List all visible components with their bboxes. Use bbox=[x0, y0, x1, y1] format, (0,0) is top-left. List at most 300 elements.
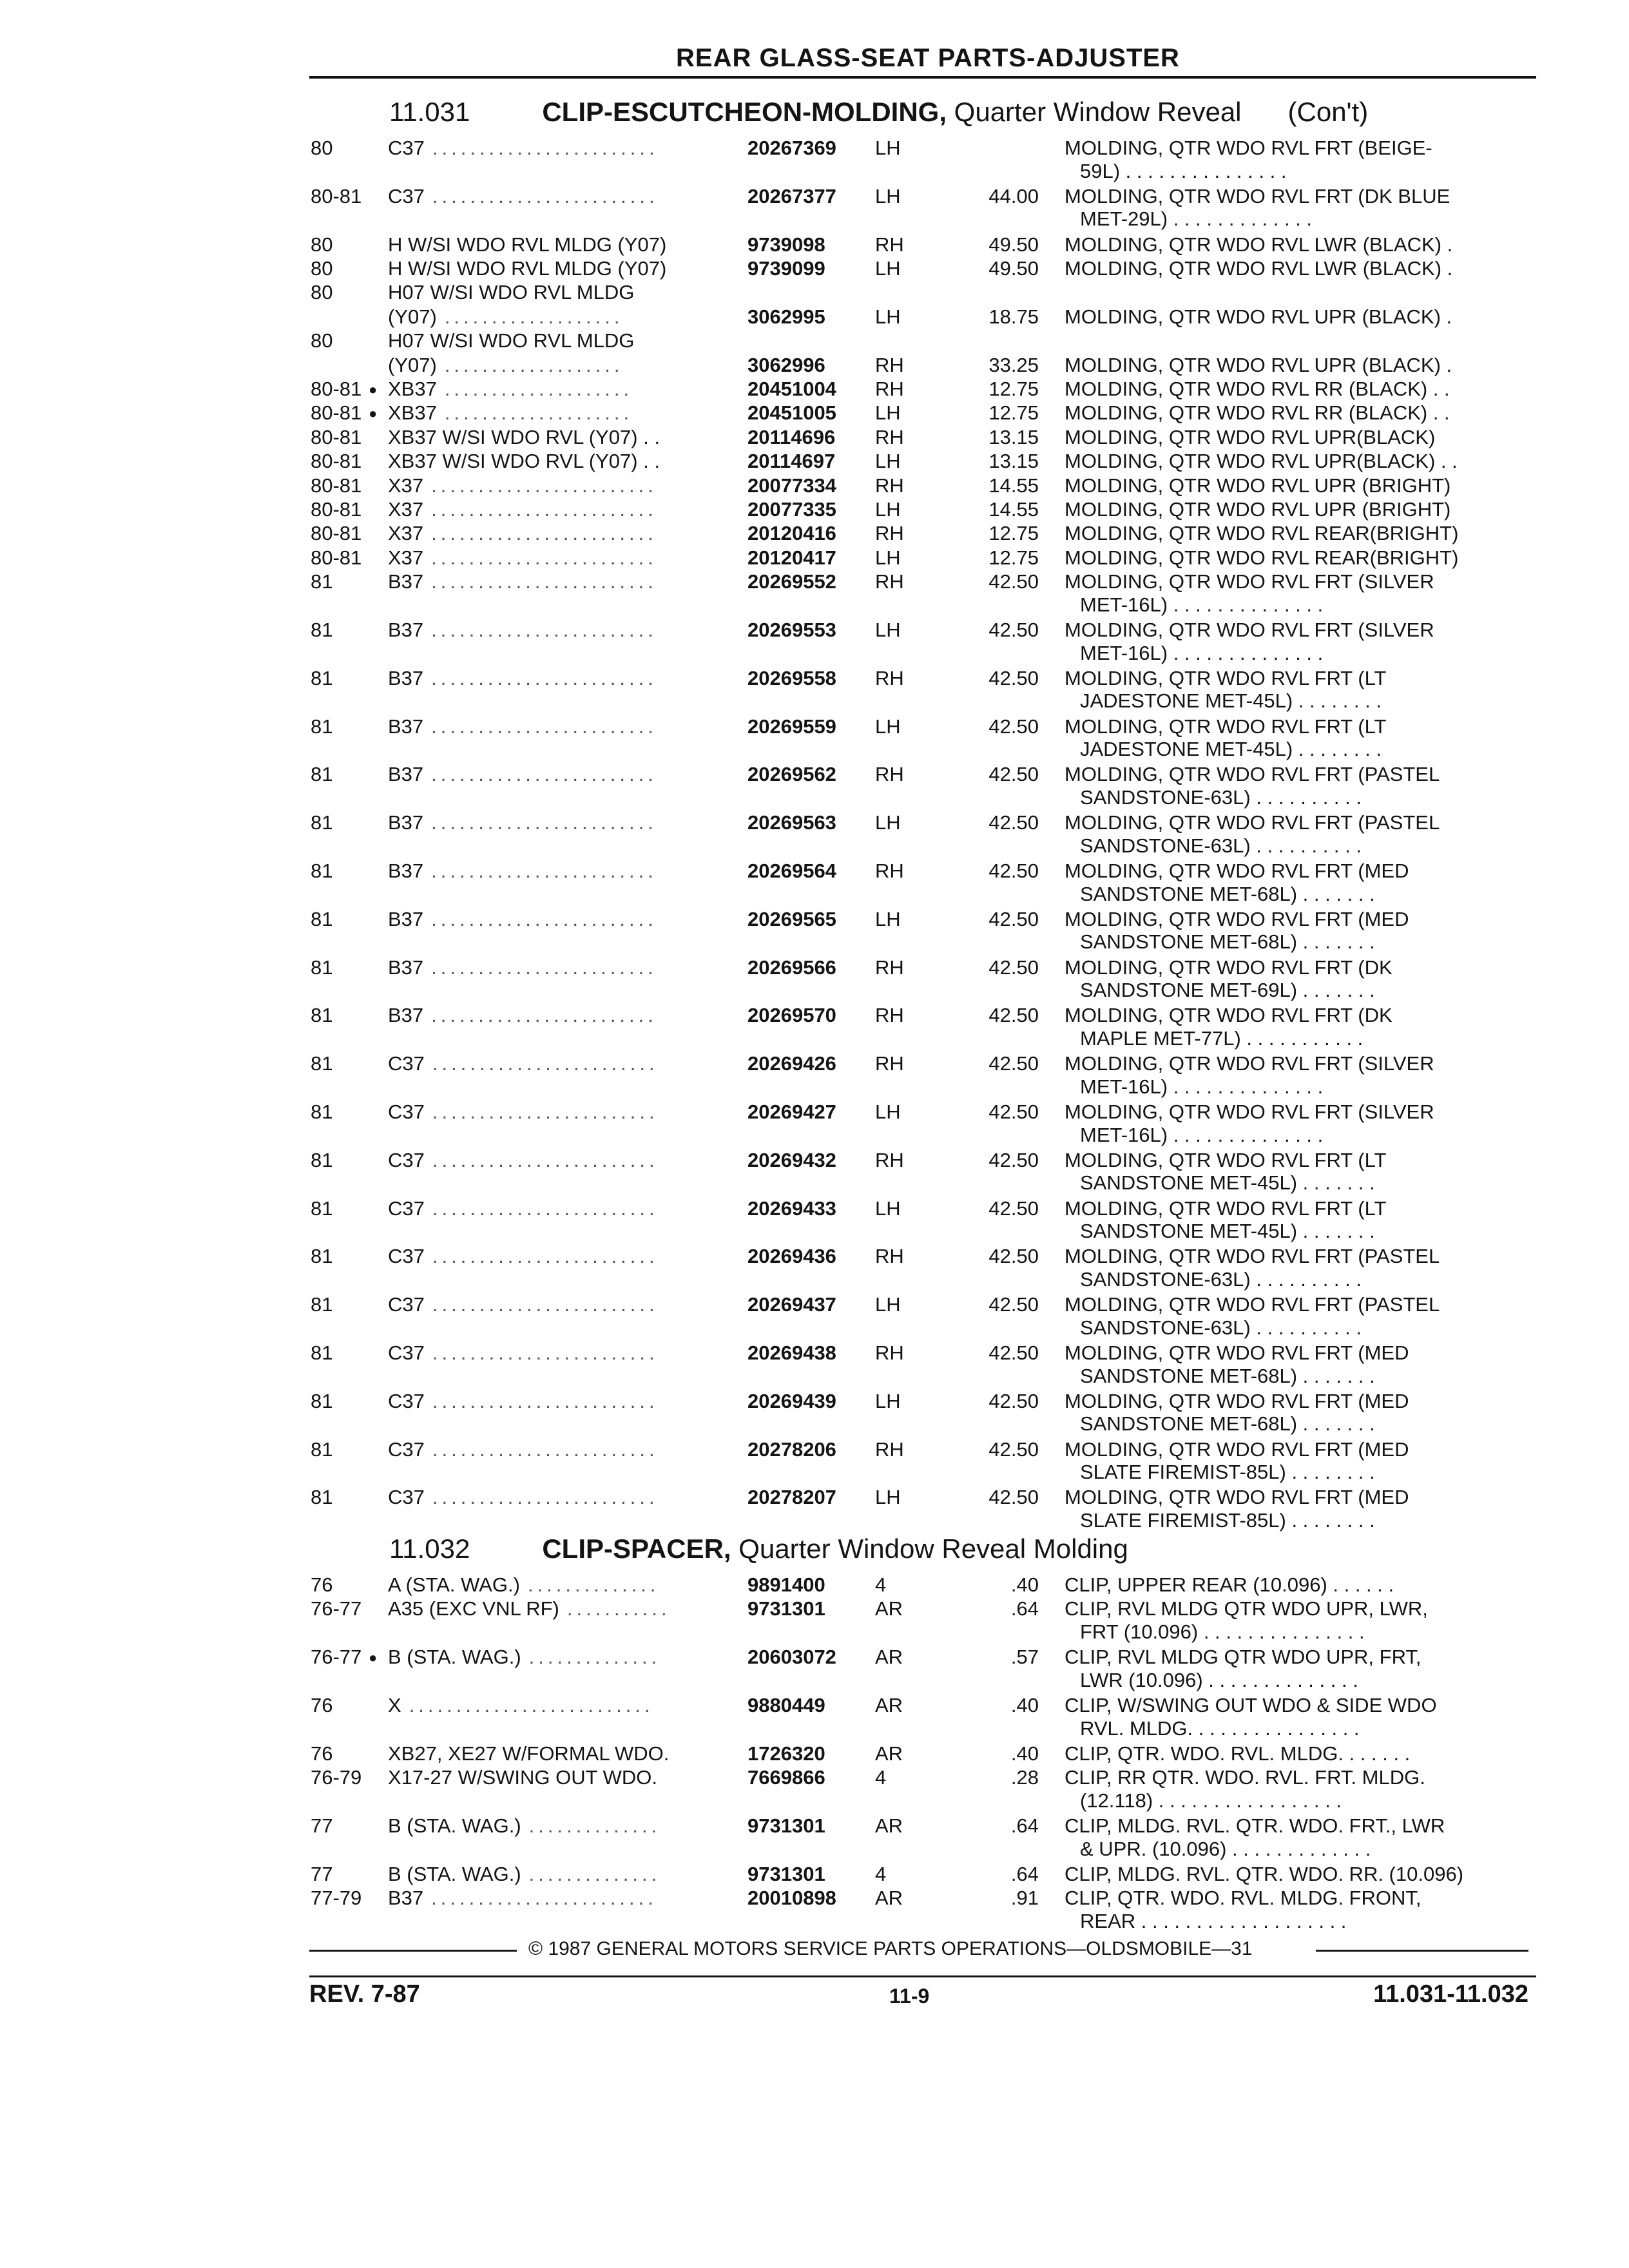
description-continuation: REAR . . . . . . . . . . . . . . . . . . . bbox=[1080, 1909, 1347, 1932]
part-number: 20269570 bbox=[747, 1004, 836, 1027]
dot-leader: ........................ bbox=[431, 763, 657, 786]
dot-leader: .............. bbox=[528, 1814, 661, 1837]
footer-rule-left bbox=[309, 1950, 517, 1952]
figure-number: 77-79 bbox=[311, 1887, 362, 1910]
dot-leader: ........................ bbox=[431, 715, 657, 738]
page-number: 11-9 bbox=[889, 1984, 930, 2008]
figure-number: 76-79 bbox=[311, 1766, 362, 1789]
application-text: C37 bbox=[388, 1245, 425, 1268]
description-continuation: MAPLE MET-77L) . . . . . . . . . . . bbox=[1080, 1026, 1364, 1050]
figure-number: 81 bbox=[311, 619, 333, 641]
dot-leader: ........................ bbox=[431, 907, 657, 930]
price: 12.75 bbox=[988, 522, 1039, 545]
price: 14.55 bbox=[988, 474, 1039, 497]
application-text: H07 W/SI WDO RVL MLDG bbox=[388, 329, 635, 352]
part-number: 20077334 bbox=[747, 474, 836, 497]
figure-number: 76 bbox=[311, 1573, 333, 1596]
dot-leader: ........................ bbox=[432, 1486, 659, 1509]
application-text: A35 (EXC VNL RF) bbox=[388, 1597, 559, 1620]
figure-number: 81 bbox=[311, 1052, 333, 1075]
dot-leader: ........................ bbox=[431, 619, 657, 641]
application-text: X37 bbox=[388, 474, 424, 497]
price: 18.75 bbox=[988, 305, 1039, 328]
dot-leader: ........................ bbox=[432, 1052, 659, 1075]
quantity: RH bbox=[875, 1148, 904, 1171]
quantity: RH bbox=[875, 233, 904, 256]
description: CLIP, QTR. WDO. RVL. MLDG. FRONT, bbox=[1065, 1887, 1422, 1910]
part-number: 20269564 bbox=[747, 860, 836, 882]
part-number: 9731301 bbox=[747, 1862, 825, 1885]
dot-leader: ................... bbox=[444, 353, 624, 376]
part-number: 20269436 bbox=[747, 1245, 836, 1268]
quantity: LH bbox=[875, 401, 901, 425]
description: CLIP, UPPER REAR (10.096) . . . . . . bbox=[1065, 1573, 1394, 1596]
description: MOLDING, QTR WDO RVL FRT (PASTEL bbox=[1065, 1293, 1440, 1316]
price: 42.50 bbox=[988, 763, 1039, 786]
figure-number: 81 bbox=[311, 666, 333, 689]
part-number: 20269553 bbox=[747, 619, 836, 641]
description-continuation: SANDSTONE MET-68L) . . . . . . . bbox=[1080, 930, 1375, 954]
figure-number: 76-77 bbox=[311, 1646, 362, 1669]
application-text: B37 bbox=[388, 1887, 424, 1910]
dot-leader: ........................ bbox=[432, 184, 659, 207]
description: MOLDING, QTR WDO RVL REAR(BRIGHT) bbox=[1065, 522, 1459, 545]
description: MOLDING, QTR WDO RVL FRT (MED bbox=[1065, 907, 1409, 930]
quantity: LH bbox=[875, 498, 901, 521]
quantity: RH bbox=[875, 763, 904, 786]
part-number: 20267377 bbox=[747, 184, 836, 207]
description: MOLDING, QTR WDO RVL FRT (LT bbox=[1065, 1196, 1387, 1220]
description-continuation: MET-29L) . . . . . . . . . . . . . bbox=[1080, 207, 1313, 231]
description: MOLDING, QTR WDO RVL FRT (PASTEL bbox=[1065, 763, 1440, 786]
price: 42.50 bbox=[988, 1389, 1039, 1412]
figure-number: 76 bbox=[311, 1742, 333, 1765]
part-number: 9739098 bbox=[747, 233, 825, 256]
price: 42.50 bbox=[988, 715, 1039, 738]
part-number: 9731301 bbox=[747, 1814, 825, 1837]
description: MOLDING, QTR WDO RVL UPR (BRIGHT) bbox=[1065, 498, 1451, 521]
application-text: X17-27 W/SWING OUT WDO. bbox=[388, 1766, 657, 1789]
figure-number: 81 bbox=[311, 1389, 333, 1412]
description-continuation: FRT (10.096) . . . . . . . . . . . . . . . bbox=[1080, 1620, 1365, 1643]
description: MOLDING, QTR WDO RVL FRT (DK bbox=[1065, 956, 1393, 979]
description: CLIP, QTR. WDO. RVL. MLDG. . . . . . . bbox=[1065, 1742, 1411, 1765]
application-text: B37 bbox=[388, 811, 424, 834]
description-continuation: JADESTONE MET-45L) . . . . . . . . bbox=[1080, 689, 1382, 713]
figure-number: 80-81 bbox=[311, 474, 362, 497]
price: .57 bbox=[1010, 1646, 1039, 1669]
application-text: XB37 bbox=[388, 401, 437, 425]
description: MOLDING, QTR WDO RVL FRT (DK bbox=[1065, 1004, 1393, 1027]
dot-leader: ........................ bbox=[432, 1293, 659, 1316]
application-text: C37 bbox=[388, 1100, 425, 1123]
figure-number: 81 bbox=[311, 570, 333, 593]
figure-number: 76 bbox=[311, 1694, 333, 1716]
quantity: AR bbox=[875, 1887, 903, 1910]
application-text: H W/SI WDO RVL MLDG (Y07) bbox=[388, 257, 667, 280]
price: 42.50 bbox=[988, 1196, 1039, 1220]
quantity: 4 bbox=[875, 1573, 887, 1596]
section-subtitle: Quarter Window Reveal Molding bbox=[738, 1533, 1128, 1564]
part-number: 20114696 bbox=[747, 425, 836, 448]
price: 42.50 bbox=[988, 1245, 1039, 1268]
dot-leader: ........................ bbox=[431, 546, 657, 569]
quantity: RH bbox=[875, 1004, 904, 1027]
description: MOLDING, QTR WDO RVL FRT (SILVER bbox=[1065, 1100, 1434, 1123]
figure-number: 77 bbox=[311, 1862, 333, 1885]
description-continuation: SANDSTONE-63L) . . . . . . . . . . bbox=[1080, 834, 1362, 857]
part-number: 20269438 bbox=[747, 1341, 836, 1364]
dot-leader: ........................ bbox=[432, 1437, 659, 1461]
application-text: (Y07) bbox=[388, 305, 437, 328]
description: MOLDING, QTR WDO RVL FRT (BEIGE- bbox=[1065, 137, 1432, 159]
figure-number: 81 bbox=[311, 1341, 333, 1364]
description-continuation: JADESTONE MET-45L) . . . . . . . . bbox=[1080, 738, 1382, 761]
quantity: AR bbox=[875, 1646, 903, 1669]
quantity: AR bbox=[875, 1694, 903, 1716]
figure-number: 80-81 bbox=[311, 378, 362, 400]
application-text: XB37 W/SI WDO RVL (Y07) . . bbox=[388, 450, 660, 473]
figure-number: 81 bbox=[311, 1148, 333, 1171]
price: 42.50 bbox=[988, 1052, 1039, 1075]
dot-leader: ........................ bbox=[432, 137, 659, 159]
dot-leader: ........................ bbox=[432, 1389, 659, 1412]
description-continuation: LWR (10.096) . . . . . . . . . . . . . . bbox=[1080, 1668, 1358, 1691]
figure-number: 76-77 bbox=[311, 1597, 362, 1620]
part-number: 20077335 bbox=[747, 498, 836, 521]
section-continued: (Con't) bbox=[1287, 97, 1369, 127]
description: CLIP, W/SWING OUT WDO & SIDE WDO bbox=[1065, 1694, 1437, 1716]
price: 42.50 bbox=[988, 860, 1039, 882]
application-text: C37 bbox=[388, 1341, 425, 1364]
quantity: 4 bbox=[875, 1766, 887, 1789]
figure-number: 80-81 bbox=[311, 498, 362, 521]
part-number: 9880449 bbox=[747, 1694, 825, 1716]
new-part-bullet: ● bbox=[369, 1649, 378, 1666]
application-text: B (STA. WAG.) bbox=[388, 1862, 521, 1885]
quantity: RH bbox=[875, 474, 904, 497]
application-text: X37 bbox=[388, 546, 424, 569]
quantity: AR bbox=[875, 1597, 903, 1620]
dot-leader: ........................ bbox=[431, 570, 657, 593]
description: MOLDING, QTR WDO RVL FRT (DK BLUE bbox=[1065, 184, 1451, 207]
description: CLIP, MLDG. RVL. QTR. WDO. FRT., LWR bbox=[1065, 1814, 1445, 1837]
figure-number: 80 bbox=[311, 281, 333, 304]
description: MOLDING, QTR WDO RVL FRT (MED bbox=[1065, 860, 1409, 882]
description: CLIP, RVL MLDG QTR WDO UPR, LWR, bbox=[1065, 1597, 1428, 1620]
application-text: C37 bbox=[388, 1293, 425, 1316]
price: 14.55 bbox=[988, 498, 1039, 521]
quantity: LH bbox=[875, 619, 901, 641]
quantity: LH bbox=[875, 257, 901, 280]
price: .40 bbox=[1010, 1742, 1039, 1765]
description: CLIP, RR QTR. WDO. RVL. FRT. MLDG. bbox=[1065, 1766, 1425, 1789]
section-range: 11.031-11.032 bbox=[1373, 1981, 1528, 2008]
description-continuation: SANDSTONE MET-45L) . . . . . . . bbox=[1080, 1220, 1375, 1243]
figure-number: 81 bbox=[311, 1486, 333, 1509]
application-text: XB37 bbox=[388, 378, 437, 400]
figure-number: 80 bbox=[311, 233, 333, 256]
description-continuation: MET-16L) . . . . . . . . . . . . . . bbox=[1080, 1075, 1324, 1098]
dot-leader: ........................ bbox=[431, 956, 657, 979]
application-text: (Y07) bbox=[388, 353, 437, 376]
figure-number: 81 bbox=[311, 1293, 333, 1316]
price: 33.25 bbox=[988, 353, 1039, 376]
price: 13.15 bbox=[988, 450, 1039, 473]
application-text: X bbox=[388, 1694, 401, 1716]
price: 42.50 bbox=[988, 666, 1039, 689]
application-text: XB27, XE27 W/FORMAL WDO. bbox=[388, 1742, 670, 1765]
dot-leader: .................... bbox=[444, 401, 633, 425]
description-continuation: SANDSTONE MET-68L) . . . . . . . bbox=[1080, 1412, 1375, 1436]
part-number: 3062996 bbox=[747, 353, 825, 376]
quantity: LH bbox=[875, 1486, 901, 1509]
price: 42.50 bbox=[988, 1341, 1039, 1364]
description-continuation: SANDSTONE MET-69L) . . . . . . . bbox=[1080, 979, 1375, 1002]
price: 12.75 bbox=[988, 401, 1039, 425]
application-text: H07 W/SI WDO RVL MLDG bbox=[388, 281, 635, 304]
part-number: 20267369 bbox=[747, 137, 836, 159]
quantity: RH bbox=[875, 425, 904, 448]
part-number: 20269565 bbox=[747, 907, 836, 930]
price: .64 bbox=[1010, 1814, 1039, 1837]
figure-number: 81 bbox=[311, 715, 333, 738]
part-number: 20010898 bbox=[747, 1887, 836, 1910]
description-continuation: SANDSTONE-63L) . . . . . . . . . . bbox=[1080, 1316, 1362, 1339]
description-continuation: SLATE FIREMIST-85L) . . . . . . . . bbox=[1080, 1461, 1375, 1484]
quantity: LH bbox=[875, 715, 901, 738]
quantity: RH bbox=[875, 378, 904, 400]
description: MOLDING, QTR WDO RVL FRT (SILVER bbox=[1065, 1052, 1434, 1075]
description-continuation: MET-16L) . . . . . . . . . . . . . . bbox=[1080, 641, 1324, 664]
application-text: B (STA. WAG.) bbox=[388, 1646, 521, 1669]
figure-number: 81 bbox=[311, 763, 333, 786]
application-text: XB37 W/SI WDO RVL (Y07) . . bbox=[388, 425, 660, 448]
dot-leader: ........................ bbox=[432, 1245, 659, 1268]
part-number: 3062995 bbox=[747, 305, 825, 328]
price: 42.50 bbox=[988, 1437, 1039, 1461]
description: MOLDING, QTR WDO RVL FRT (PASTEL bbox=[1065, 1245, 1440, 1268]
dot-leader: ........................ bbox=[431, 522, 657, 545]
part-number: 20269552 bbox=[747, 570, 836, 593]
description: MOLDING, QTR WDO RVL UPR (BRIGHT) bbox=[1065, 474, 1451, 497]
part-number: 20269439 bbox=[747, 1389, 836, 1412]
description-continuation: RVL. MLDG. . . . . . . . . . . . . . . . bbox=[1080, 1716, 1360, 1740]
dot-leader: ........................ bbox=[432, 1148, 659, 1171]
quantity: LH bbox=[875, 184, 901, 207]
part-number: 20451004 bbox=[747, 378, 836, 400]
quantity: AR bbox=[875, 1742, 903, 1765]
figure-number: 80 bbox=[311, 329, 333, 352]
quantity: LH bbox=[875, 137, 901, 159]
price: 42.50 bbox=[988, 1004, 1039, 1027]
figure-number: 81 bbox=[311, 1100, 333, 1123]
quantity: LH bbox=[875, 305, 901, 328]
description-continuation: MET-16L) . . . . . . . . . . . . . . bbox=[1080, 1123, 1324, 1146]
dot-leader: .............. bbox=[528, 1862, 661, 1885]
part-number: 20451005 bbox=[747, 401, 836, 425]
description-continuation: SANDSTONE MET-68L) . . . . . . . bbox=[1080, 1364, 1375, 1387]
part-number: 20269563 bbox=[747, 811, 836, 834]
part-number: 20269559 bbox=[747, 715, 836, 738]
new-part-bullet: ● bbox=[369, 405, 378, 422]
dot-leader: .............. bbox=[527, 1573, 660, 1596]
quantity: RH bbox=[875, 1341, 904, 1364]
description: MOLDING, QTR WDO RVL UPR (BLACK) . bbox=[1065, 305, 1452, 328]
application-text: B37 bbox=[388, 860, 424, 882]
price: .40 bbox=[1010, 1694, 1039, 1716]
description: MOLDING, QTR WDO RVL UPR (BLACK) . bbox=[1065, 353, 1452, 376]
application-text: B37 bbox=[388, 956, 424, 979]
part-number: 20269558 bbox=[747, 666, 836, 689]
figure-number: 81 bbox=[311, 860, 333, 882]
dot-leader: ........................ bbox=[431, 811, 657, 834]
description: MOLDING, QTR WDO RVL FRT (SILVER bbox=[1065, 619, 1434, 641]
figure-number: 80 bbox=[311, 137, 333, 159]
description-continuation: 59L) . . . . . . . . . . . . . . . bbox=[1080, 159, 1287, 182]
quantity: LH bbox=[875, 1196, 901, 1220]
description-continuation: MET-16L) . . . . . . . . . . . . . . bbox=[1080, 593, 1324, 616]
part-number: 20269432 bbox=[747, 1148, 836, 1171]
figure-number: 80-81 bbox=[311, 522, 362, 545]
header-rule bbox=[309, 76, 1536, 79]
dot-leader: ........................ bbox=[432, 1341, 659, 1364]
dot-leader: ........................ bbox=[431, 498, 657, 521]
description-continuation: SANDSTONE MET-45L) . . . . . . . bbox=[1080, 1171, 1375, 1195]
quantity: LH bbox=[875, 450, 901, 473]
application-text: B37 bbox=[388, 763, 424, 786]
part-number: 20269426 bbox=[747, 1052, 836, 1075]
price: 49.50 bbox=[988, 233, 1039, 256]
figure-number: 81 bbox=[311, 956, 333, 979]
part-number: 9739099 bbox=[747, 257, 825, 280]
price: 12.75 bbox=[988, 546, 1039, 569]
quantity: RH bbox=[875, 860, 904, 882]
price: 13.15 bbox=[988, 425, 1039, 448]
description-continuation: SANDSTONE-63L) . . . . . . . . . . bbox=[1080, 785, 1362, 809]
dot-leader: ........................ bbox=[432, 1100, 659, 1123]
description: MOLDING, QTR WDO RVL UPR(BLACK) bbox=[1065, 425, 1436, 448]
quantity: RH bbox=[875, 353, 904, 376]
description: MOLDING, QTR WDO RVL UPR(BLACK) . . bbox=[1065, 450, 1458, 473]
price: .91 bbox=[1010, 1887, 1039, 1910]
figure-number: 81 bbox=[311, 1004, 333, 1027]
part-number: 20278207 bbox=[747, 1486, 836, 1509]
price: .40 bbox=[1010, 1573, 1039, 1596]
price: 12.75 bbox=[988, 378, 1039, 400]
description: MOLDING, QTR WDO RVL FRT (LT bbox=[1065, 666, 1387, 689]
application-text: B37 bbox=[388, 666, 424, 689]
description: MOLDING, QTR WDO RVL FRT (MED bbox=[1065, 1437, 1409, 1461]
description-continuation: SLATE FIREMIST-85L) . . . . . . . . bbox=[1080, 1508, 1375, 1532]
application-text: B37 bbox=[388, 715, 424, 738]
description-continuation: SANDSTONE MET-68L) . . . . . . . bbox=[1080, 882, 1375, 905]
price: .64 bbox=[1010, 1597, 1039, 1620]
description: MOLDING, QTR WDO RVL LWR (BLACK) . bbox=[1065, 257, 1453, 280]
application-text: X37 bbox=[388, 522, 424, 545]
application-text: B (STA. WAG.) bbox=[388, 1814, 521, 1837]
application-text: H W/SI WDO RVL MLDG (Y07) bbox=[388, 233, 667, 256]
price: 42.50 bbox=[988, 1486, 1039, 1509]
price: 44.00 bbox=[988, 184, 1039, 207]
figure-number: 80-81 bbox=[311, 425, 362, 448]
figure-number: 80-81 bbox=[311, 546, 362, 569]
application-text: C37 bbox=[388, 1148, 425, 1171]
figure-number: 77 bbox=[311, 1814, 333, 1837]
description-continuation: & UPR. (10.096) . . . . . . . . . . . . . bbox=[1080, 1837, 1371, 1860]
quantity: LH bbox=[875, 1389, 901, 1412]
dot-leader: ........................ bbox=[431, 860, 657, 882]
application-text: C37 bbox=[388, 1437, 425, 1461]
application-text: C37 bbox=[388, 1486, 425, 1509]
dot-leader: ........................ bbox=[431, 474, 657, 497]
quantity: LH bbox=[875, 1100, 901, 1123]
footer-rule-right bbox=[1316, 1950, 1528, 1952]
part-number: 20269437 bbox=[747, 1293, 836, 1316]
quantity: LH bbox=[875, 907, 901, 930]
section-subtitle: Quarter Window Reveal bbox=[954, 97, 1242, 127]
figure-number: 81 bbox=[311, 1245, 333, 1268]
page-title: REAR GLASS-SEAT PARTS-ADJUSTER bbox=[676, 44, 1180, 72]
part-number: 20269566 bbox=[747, 956, 836, 979]
quantity: RH bbox=[875, 570, 904, 593]
part-number: 20269433 bbox=[747, 1196, 836, 1220]
dot-leader: ........................ bbox=[431, 666, 657, 689]
description: MOLDING, QTR WDO RVL FRT (LT bbox=[1065, 715, 1387, 738]
price: .64 bbox=[1010, 1862, 1039, 1885]
quantity: LH bbox=[875, 546, 901, 569]
dot-leader: .......................... bbox=[409, 1694, 654, 1716]
quantity: 4 bbox=[875, 1862, 887, 1885]
quantity: RH bbox=[875, 956, 904, 979]
description: MOLDING, QTR WDO RVL RR (BLACK) . . bbox=[1065, 401, 1450, 425]
dot-leader: ................... bbox=[444, 305, 624, 328]
part-number: 20278206 bbox=[747, 1437, 836, 1461]
description: MOLDING, QTR WDO RVL FRT (SILVER bbox=[1065, 570, 1434, 593]
footer-rule bbox=[309, 1975, 1536, 1977]
dot-leader: ........................ bbox=[432, 1196, 659, 1220]
application-text: C37 bbox=[388, 1389, 425, 1412]
quantity: RH bbox=[875, 522, 904, 545]
dot-leader: .................... bbox=[444, 378, 633, 400]
new-part-bullet: ● bbox=[369, 381, 378, 398]
section-heading bbox=[389, 97, 1368, 128]
application-text: B37 bbox=[388, 907, 424, 930]
quantity: AR bbox=[875, 1814, 903, 1837]
description-continuation: SANDSTONE-63L) . . . . . . . . . . bbox=[1080, 1267, 1362, 1291]
description: MOLDING, QTR WDO RVL RR (BLACK) . . bbox=[1065, 378, 1450, 400]
figure-number: 81 bbox=[311, 907, 333, 930]
quantity: RH bbox=[875, 666, 904, 689]
price: 42.50 bbox=[988, 1293, 1039, 1316]
part-number: 1726320 bbox=[747, 1742, 825, 1765]
figure-number: 81 bbox=[311, 1437, 333, 1461]
part-number: 7669866 bbox=[747, 1766, 825, 1789]
part-number: 9891400 bbox=[747, 1573, 825, 1596]
description: MOLDING, QTR WDO RVL FRT (MED bbox=[1065, 1486, 1409, 1509]
quantity: RH bbox=[875, 1245, 904, 1268]
application-text: B37 bbox=[388, 619, 424, 641]
figure-number: 80 bbox=[311, 257, 333, 280]
dot-leader: ........................ bbox=[431, 1004, 657, 1027]
description: MOLDING, QTR WDO RVL FRT (LT bbox=[1065, 1148, 1387, 1171]
dot-leader: .............. bbox=[528, 1646, 661, 1669]
price: 42.50 bbox=[988, 907, 1039, 930]
part-number: 20120416 bbox=[747, 522, 836, 545]
application-text: A (STA. WAG.) bbox=[388, 1573, 520, 1596]
price: 42.50 bbox=[988, 619, 1039, 641]
copyright-notice: © 1987 GENERAL MOTORS SERVICE PARTS OPERATIONS—OLDSMOBILE—31 bbox=[528, 1938, 1253, 1959]
